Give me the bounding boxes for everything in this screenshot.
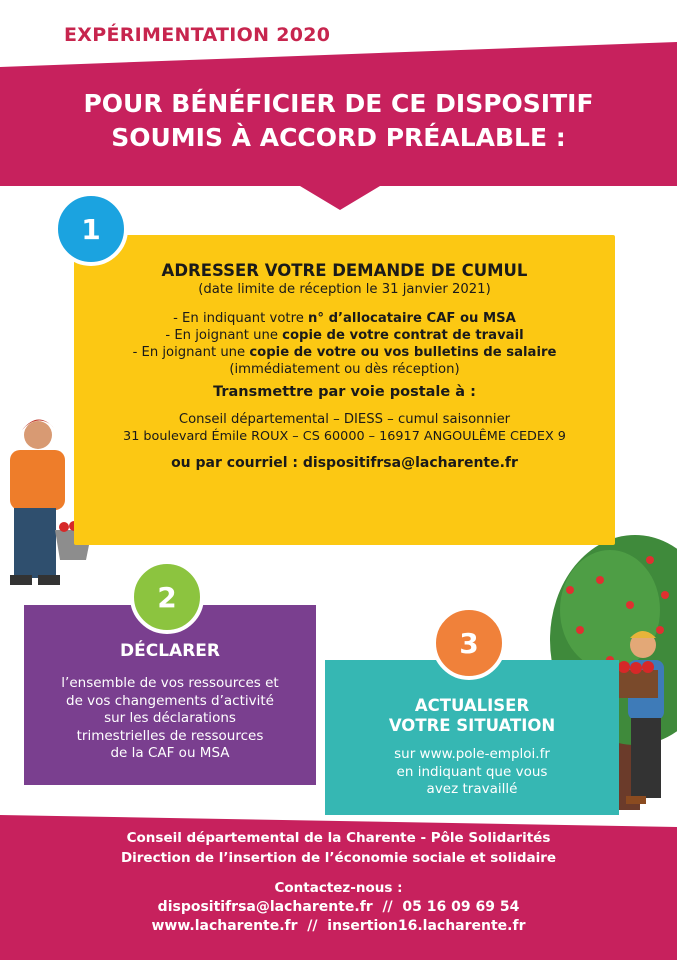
step1-transmit: Transmettre par voie postale à :: [213, 384, 476, 400]
step3-title-line1: ACTUALISER: [414, 696, 530, 715]
footer-contact-line1[interactable]: dispositifrsa@lacharente.fr // 05 16 09 69 54: [157, 899, 520, 915]
step2-line5: de la CAF ou MSA: [110, 745, 230, 761]
step1-bullet3-sub: (immédiatement ou dès réception): [229, 362, 460, 377]
footer-org-line2: Direction de l’insertion de l’économie sociale et solidaire: [120, 850, 557, 866]
step2-number-badge: 2: [130, 560, 204, 634]
step1-bullet2: - En joignant une copie de votre contrat de travail: [165, 328, 524, 343]
step3-title-line2: VOTRE SITUATION: [388, 716, 556, 735]
experimentation-label: EXPÉRIMENTATION 2020: [64, 24, 331, 46]
step1-bullet3: - En joignant une copie de votre ou vos bulletins de salaire: [132, 345, 557, 360]
step3-line3: avez travaillé: [426, 781, 518, 797]
step3-line1: sur www.pole-emploi.fr: [394, 746, 550, 762]
step1-deadline: (date limite de réception le 31 janvier 2021): [198, 282, 491, 297]
step3-line2: en indiquant que vous: [396, 763, 548, 780]
step1-address-line1: Conseil départemental – DIESS – cumul saisonnier: [178, 412, 511, 427]
footer-contact-label: Contactez-nous :: [274, 880, 403, 896]
banner-title-line1: POUR BÉNÉFICIER DE CE DISPOSITIF: [83, 89, 594, 118]
step2-line3: sur les déclarations: [104, 710, 236, 726]
step1-title: ADRESSER VOTRE DEMANDE DE CUMUL: [161, 261, 528, 280]
step1-number-badge: 1: [54, 192, 128, 266]
step1-card: [74, 235, 615, 545]
step1-email-line[interactable]: ou par courriel : dispositifrsa@lacharente.fr: [171, 455, 518, 471]
footer-org-line1: Conseil départemental de la Charente - Pôle Solidarités: [126, 830, 551, 846]
step1-bullet1: - En indiquant votre n° d’allocataire CAF ou MSA: [173, 311, 516, 326]
step2-title: DÉCLARER: [120, 641, 220, 661]
step1-address-line2: 31 boulevard Émile ROUX – CS 60000 – 16917 ANGOULÊME CEDEX 9: [123, 429, 566, 444]
step2-line1: l’ensemble de vos ressources et: [61, 675, 279, 691]
step2-line4: trimestrielles de ressources: [76, 727, 264, 744]
step2-line2: de vos changements d’activité: [66, 692, 274, 709]
banner-title-line2: SOUMIS À ACCORD PRÉALABLE :: [111, 123, 566, 152]
step3-number-badge: 3: [432, 606, 506, 680]
step3-card: [325, 660, 619, 815]
banner-title: [0, 87, 677, 155]
footer-contact-line2[interactable]: www.lacharente.fr // insertion16.lacharente.fr: [151, 918, 526, 934]
